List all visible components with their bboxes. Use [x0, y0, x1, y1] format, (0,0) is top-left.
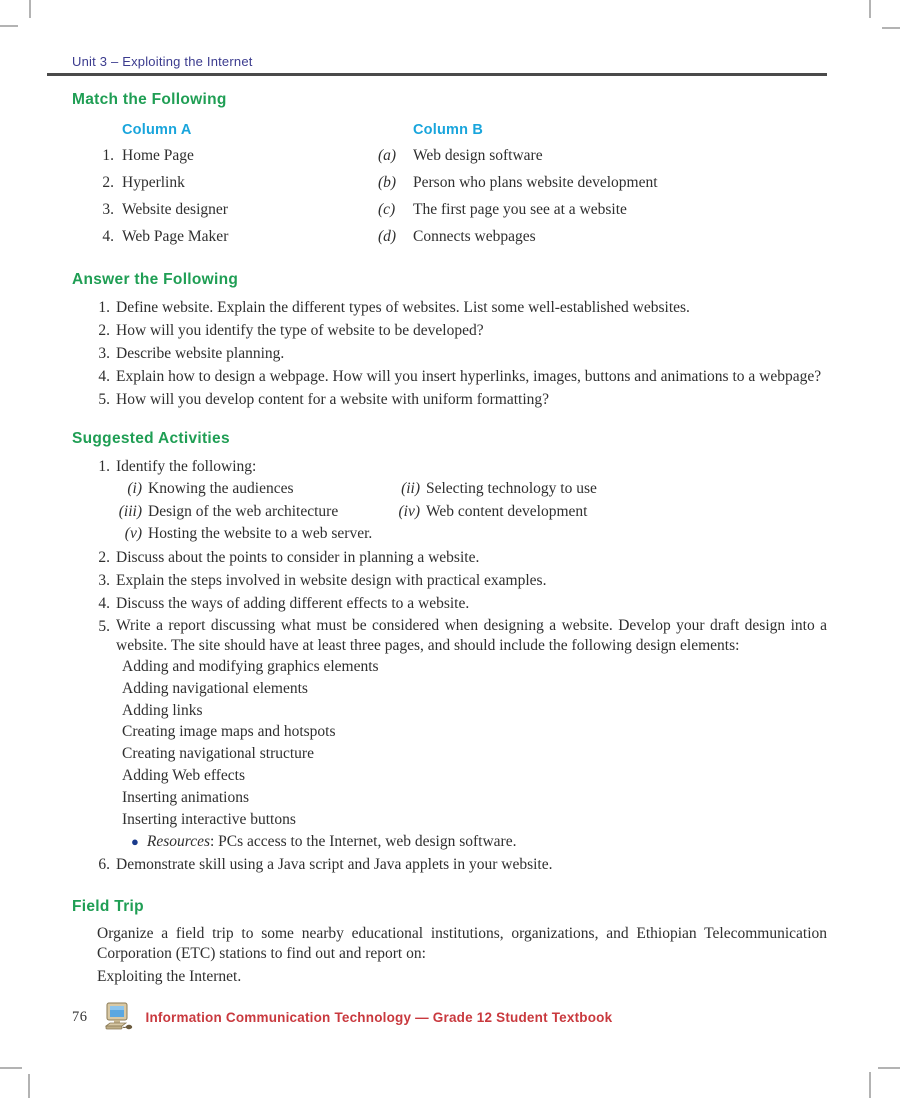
activity-number: 1.: [98, 458, 110, 475]
unit-header: Unit 3 – Exploiting the Internet: [72, 54, 253, 69]
activity-text: Identify the following:: [116, 458, 257, 475]
question-item: [72, 296, 827, 319]
match-row: [72, 142, 827, 169]
match-b-text: Connects webpages: [413, 228, 536, 245]
activity-number: 2.: [98, 548, 110, 566]
resources-label: Resources: [146, 833, 210, 851]
match-row: [72, 169, 827, 196]
match-a-text: Website designer: [122, 201, 228, 218]
activity-item: [72, 592, 827, 615]
question-item: [72, 319, 827, 342]
design-element: Adding Web effects: [122, 766, 246, 784]
question-item: [72, 342, 827, 365]
answer-question-list: [72, 296, 827, 411]
crop-mark-bottom-right-horizontal: [878, 1067, 900, 1069]
design-elements-list: [122, 656, 827, 830]
match-a-number: 2.: [102, 174, 114, 191]
identify-text: Knowing the audiences: [148, 480, 294, 497]
crop-mark-top-left-horizontal: [0, 25, 18, 27]
match-a-text: Hyperlink: [122, 174, 185, 191]
crop-mark-bottom-right-vertical: [869, 1072, 871, 1098]
match-b-letter: (b): [378, 174, 397, 191]
crop-mark-bottom-left-vertical: [28, 1074, 30, 1098]
activity-item: [72, 569, 827, 592]
field-trip-paragraph: Organize a field trip to some nearby educational institutions, organizations, and Ethiopian Telecommunication Corporation (ETC) stations to find out and report on:: [97, 925, 827, 962]
question-text: How will you develop content for a website with uniform formatting?: [116, 391, 550, 408]
design-element: Creating navigational structure: [122, 745, 314, 763]
bullet-icon: ●: [131, 834, 139, 850]
column-a-header: Column A: [122, 122, 192, 138]
question-number: 4.: [98, 368, 110, 385]
activity-item: [72, 546, 827, 569]
question-text: Define website. Explain the different types of websites. List some well-established websites.: [116, 299, 690, 316]
match-row: [72, 196, 827, 223]
field-trip-subject: Exploiting the Internet.: [97, 968, 242, 986]
section-heading-activities: Suggested Activities: [72, 430, 230, 447]
activity-item: [72, 615, 827, 656]
section-heading-answer: Answer the Following: [72, 271, 239, 288]
roman-numeral: (ii): [401, 480, 420, 497]
question-text: Explain how to design a webpage. How will you insert hyperlinks, images, buttons and animations to a webpage?: [116, 368, 822, 385]
activity-text: Explain the steps involved in website design with practical examples.: [116, 571, 547, 589]
match-b-text: The first page you see at a website: [413, 201, 627, 218]
activity-number: 5.: [98, 617, 110, 635]
identify-text: Web content development: [426, 502, 588, 520]
crop-mark-top-right-vertical: [869, 0, 871, 18]
computer-icon: [102, 1002, 136, 1032]
column-b-header: Column B: [413, 122, 484, 138]
design-element: Adding navigational elements: [122, 679, 308, 697]
question-number: 3.: [98, 345, 110, 362]
activity-number: 6.: [98, 856, 110, 874]
question-item: [72, 388, 827, 411]
match-row: [72, 223, 827, 250]
roman-numeral: (iv): [398, 502, 420, 520]
crop-mark-top-left-vertical: [29, 0, 31, 18]
activity-text: Discuss about the points to consider in planning a website.: [116, 548, 480, 566]
crop-mark-bottom-left-horizontal: [0, 1067, 22, 1069]
match-column-headers: [72, 122, 827, 138]
section-heading-match: Match the Following: [72, 91, 227, 108]
footer-book-title: Information Communication Technology — Grade 12 Student Textbook: [145, 1009, 613, 1025]
design-element: Creating image maps and hotspots: [122, 723, 336, 741]
question-number: 5.: [98, 391, 110, 408]
match-b-letter: (a): [378, 147, 397, 164]
header-rule: [47, 73, 827, 76]
identify-text: Design of the web architecture: [148, 502, 339, 520]
activity-text: Discuss the ways of adding different effects to a website.: [116, 594, 470, 612]
match-a-number: 1.: [102, 147, 114, 164]
match-a-number: 4.: [102, 228, 114, 245]
identify-text: Selecting technology to use: [426, 480, 597, 497]
roman-numeral: (i): [127, 480, 142, 497]
design-element: Inserting animations: [122, 788, 249, 806]
match-b-text: Web design software: [413, 147, 543, 164]
activities-list: [72, 455, 827, 876]
question-number: 1.: [98, 299, 110, 316]
question-text: Describe website planning.: [116, 345, 285, 362]
match-table: [72, 142, 827, 250]
activity-text: Write a report discussing what must be considered when designing a website. Develop your draft design into a website. The site should have at least three pages, and should include the following design elements:: [116, 617, 827, 654]
identify-subitems: [72, 478, 827, 546]
match-b-text: Person who plans website development: [413, 174, 658, 191]
resources-text: : PCs access to the Internet, web design software.: [210, 833, 517, 851]
activity-number: 4.: [98, 594, 110, 612]
design-element: Inserting interactive buttons: [122, 810, 296, 828]
page-number: 76: [72, 1008, 88, 1025]
question-item: [72, 365, 827, 388]
activity-text: Demonstrate skill using a Java script and Java applets in your website.: [116, 856, 553, 874]
design-element: Adding and modifying graphics elements: [122, 658, 379, 675]
roman-numeral: (v): [124, 525, 142, 542]
design-element: Adding links: [122, 701, 203, 719]
match-a-number: 3.: [102, 201, 114, 218]
activity-item: [72, 853, 827, 876]
section-heading-field-trip: Field Trip: [72, 898, 144, 916]
match-a-text: Web Page Maker: [122, 228, 229, 245]
identify-text: Hosting the website to a web server.: [148, 525, 373, 542]
question-text: How will you identify the type of website to be developed?: [116, 322, 484, 339]
roman-numeral: (iii): [118, 502, 142, 520]
match-a-text: Home Page: [122, 147, 194, 164]
match-b-letter: (d): [378, 228, 397, 245]
crop-mark-top-right-horizontal: [882, 27, 900, 29]
activity-item: [72, 455, 827, 478]
activity-number: 3.: [98, 571, 110, 589]
resources-line: [131, 831, 827, 853]
match-b-letter: (c): [378, 201, 396, 218]
question-number: 2.: [98, 322, 110, 339]
page-footer: [72, 1002, 612, 1032]
